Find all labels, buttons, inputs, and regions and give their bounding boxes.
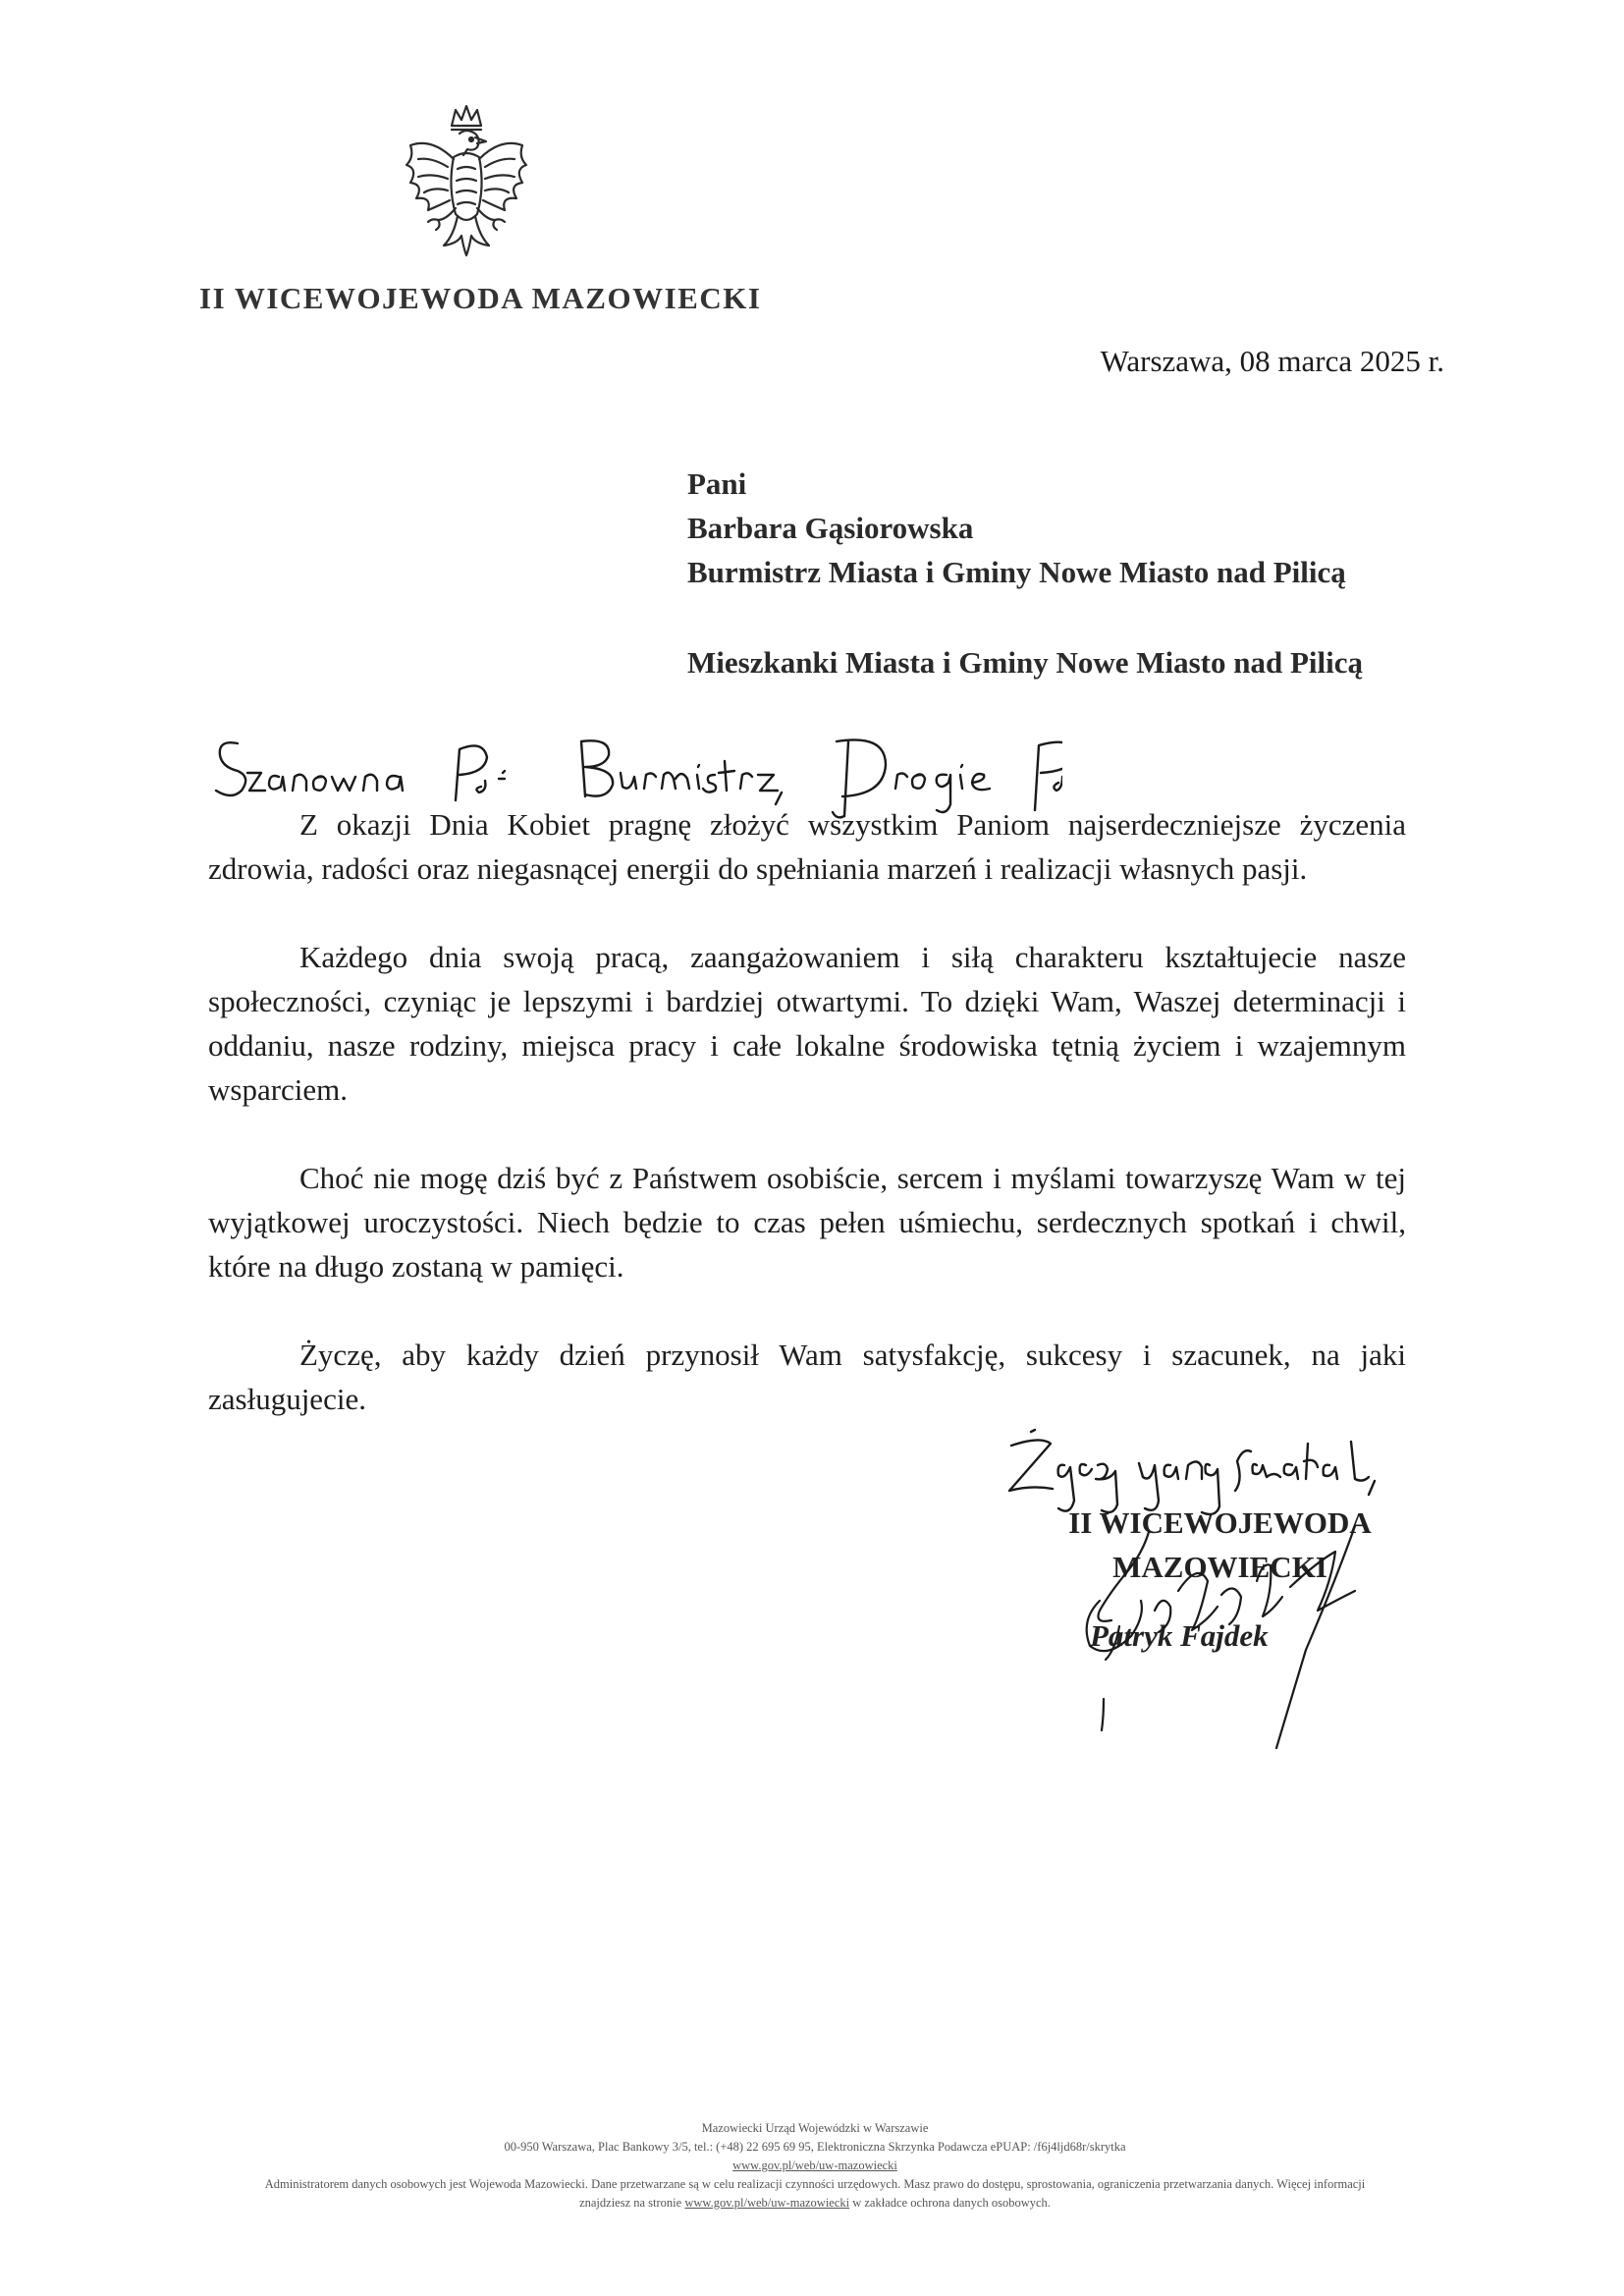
body-paragraph-4: Życzę, aby każdy dzień przynosił Wam satysfakcję, sukcesy i szacunek, na jaki zasługujecie. bbox=[208, 1338, 1406, 1416]
issuer-title: II WICEWOJEWODA MAZOWIECKI bbox=[199, 281, 762, 315]
footer-address: 00-950 Warszawa, Plac Bankowy 3/5, tel.: (+48) 22 695 69 95, Elektroniczna Skrzynka Podawcza ePUAP: /f6j4ljd68r/skrytka bbox=[504, 2140, 1126, 2154]
signature-title-line1: II WICEWOJEWODA bbox=[1068, 1505, 1372, 1540]
recipient-salutation: Pani bbox=[687, 466, 747, 501]
footer-privacy-more bbox=[177, 2194, 1453, 2213]
body-paragraph-2: Każdego dnia swoją pracą, zaangażowaniem i siłą charakteru kształtujecie nasze społeczności, czyniąc je lepszymi i bardziej otwartymi. To dzięki Wam, Waszej determinacji i oddaniu, nasze rodziny, miejsca pracy i całe lokalne środowiska tętnią życiem i wzajemnym wsparciem. bbox=[208, 940, 1406, 1107]
footer-privacy-link[interactable]: www.gov.pl/web/uw-mazowiecki bbox=[684, 2196, 850, 2210]
signature-title-line2: MAZOWIECKI bbox=[1112, 1550, 1327, 1584]
signatory-name: Patryk Fajdek bbox=[1090, 1618, 1269, 1653]
letter-body bbox=[208, 802, 1406, 1465]
footer-website-link[interactable]: www.gov.pl/web/uw-mazowiecki bbox=[732, 2159, 897, 2172]
footer-privacy-more-tail: w zakładce ochrona danych osobowych. bbox=[852, 2196, 1051, 2210]
handwritten-signature bbox=[1060, 1522, 1404, 1768]
letter-footer bbox=[177, 2119, 1453, 2213]
recipient-name: Barbara Gąsiorowska bbox=[687, 511, 974, 545]
recipient-residents: Mieszkanki Miasta i Gminy Nowe Miasto nad Pilicą bbox=[687, 645, 1364, 680]
polish-white-eagle-icon bbox=[393, 98, 540, 275]
recipient-office: Burmistrz Miasta i Gminy Nowe Miasto nad Pilicą bbox=[687, 555, 1346, 589]
footer-privacy-more-text: znajdziesz na stronie bbox=[579, 2196, 682, 2210]
body-paragraph-3: Choć nie mogę dziś być z Państwem osobiście, sercem i myślami towarzyszę Wam w tej wyjątkowej uroczystości. Niech będzie to czas pełen uśmiechu, serdecznych spotkań i chwil, które na długo zostaną w pamięci. bbox=[208, 1161, 1406, 1284]
footer-privacy-notice: Administratorem danych osobowych jest Wojewoda Mazowiecki. Dane przetwarzane są w celu realizacji czynności urzędowych. Masz prawo do dostępu, sprostowania, ograniczenia przetwarzania danych. Więcej informacji bbox=[264, 2177, 1366, 2191]
body-paragraph-1: Z okazji Dnia Kobiet pragnę złożyć wszystkim Paniom najserdeczniejsze życzenia zdrowia, radości oraz niegasnącej energii do spełniania marzeń i realizacji własnych pasji. bbox=[208, 807, 1406, 886]
recipient-block bbox=[687, 462, 1363, 684]
footer-office: Mazowiecki Urząd Wojewódzki w Warszawie bbox=[701, 2121, 929, 2135]
letter-date: Warszawa, 08 marca 2025 r. bbox=[1100, 344, 1444, 378]
